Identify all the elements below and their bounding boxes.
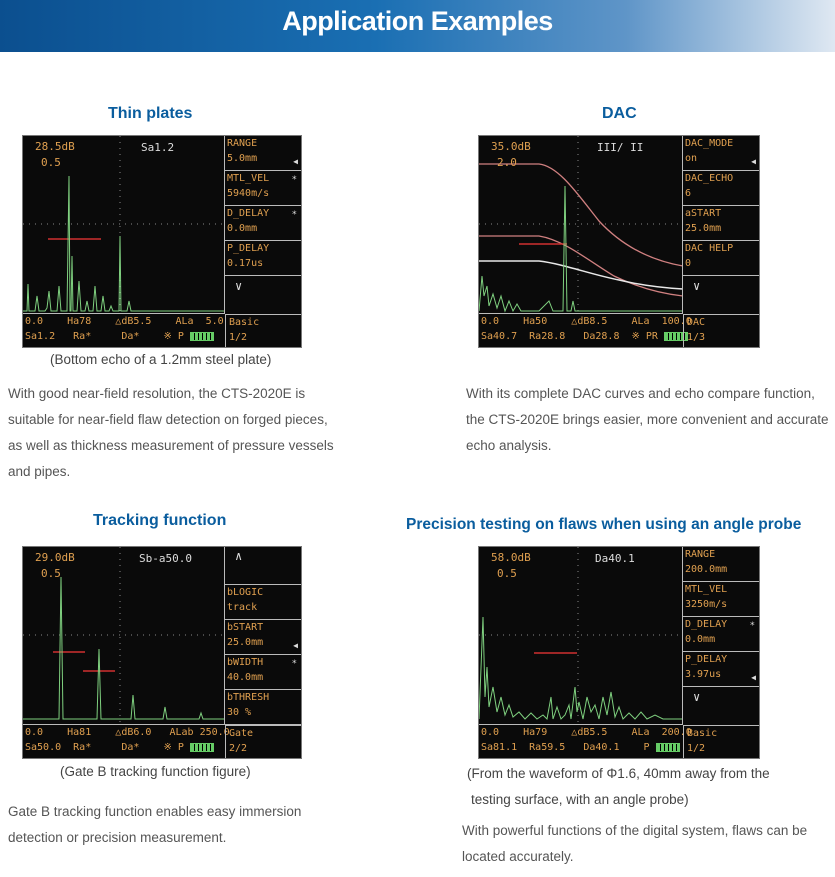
- description-line: suitable for near-field flaw detection on forged pieces,: [8, 412, 328, 427]
- screen-label: III/ II: [597, 141, 644, 154]
- parameter-menu: [682, 136, 759, 314]
- mode-box: [683, 725, 759, 758]
- status-line-2-text: Sa50.0 Ra* Da* ※ P: [25, 742, 184, 753]
- status-line-2-text: Sa81.1 Ra59.5 Da40.1 P: [481, 742, 650, 753]
- menu-value: 0.17us: [227, 258, 264, 269]
- left-arrow-icon: ◀: [293, 157, 298, 166]
- menu-value: 30 %: [227, 707, 252, 718]
- reference-value: 0.5: [497, 567, 517, 580]
- chevron-down-icon[interactable]: ∨: [693, 279, 701, 293]
- parameter-menu: [682, 547, 759, 725]
- status-line-2: [481, 742, 680, 753]
- menu-key: DAC_MODE: [685, 138, 734, 149]
- menu-value: 25.0mm: [227, 637, 264, 648]
- menu-key: bSTART: [227, 622, 264, 633]
- screen-label: Da40.1: [595, 552, 635, 565]
- menu-item-b-start[interactable]: [225, 620, 301, 655]
- status-line-2: [25, 742, 214, 753]
- section-title-dac: DAC: [602, 105, 637, 122]
- menu-item-a-start[interactable]: [683, 206, 759, 241]
- chevron-down-icon[interactable]: ∨: [235, 279, 243, 293]
- mode-label: Gate: [229, 728, 254, 739]
- mode-box: [225, 314, 301, 347]
- menu-value: 3.97us: [685, 669, 722, 680]
- menu-key: bWIDTH: [227, 657, 264, 668]
- description-line: and pipes.: [8, 464, 71, 479]
- description-line: With its complete DAC curves and echo compare function,: [466, 386, 815, 401]
- description-line: Gate B tracking function enables easy immersion: [8, 804, 302, 819]
- status-line-2-text: Sa40.7 Ra28.8 Da28.8 ※ PR: [481, 331, 658, 342]
- left-arrow-icon: ◀: [751, 157, 756, 166]
- menu-item-p-delay[interactable]: [683, 652, 759, 687]
- page-title: Application Examples: [282, 6, 553, 36]
- status-bar: [23, 724, 230, 758]
- status-line-2: [25, 331, 214, 342]
- section-title-thin-plates: Thin plates: [108, 105, 193, 122]
- status-line-2: [481, 331, 688, 342]
- description-tracking: [8, 799, 368, 851]
- menu-key: MTL_VEL: [227, 173, 270, 184]
- caption-thin-plates: (Bottom echo of a 1.2mm steel plate): [50, 352, 272, 367]
- menu-value: 40.0mm: [227, 672, 264, 683]
- battery-icon: [190, 743, 214, 752]
- star-icon: *: [749, 621, 755, 631]
- menu-value: 3250m/s: [685, 599, 728, 610]
- menu-key: MTL_VEL: [685, 584, 728, 595]
- ut-screen-angle-probe: [478, 546, 760, 759]
- caption-angle-probe-line-2: testing surface, with an angle probe): [471, 792, 689, 807]
- ut-screen-tracking: [22, 546, 302, 759]
- mode-page: 1/2: [229, 332, 248, 343]
- menu-spacer: [225, 547, 301, 585]
- status-line-1: 0.0 Ha81 △dB6.0 ALab 250.0: [25, 727, 230, 738]
- menu-key: P_DELAY: [227, 243, 270, 254]
- status-bar: [479, 313, 692, 347]
- menu-value: 25.0mm: [685, 223, 722, 234]
- mode-label: Basic: [687, 728, 718, 739]
- star-icon: *: [291, 210, 297, 220]
- menu-key: D_DELAY: [685, 619, 728, 630]
- menu-key: DAC_ECHO: [685, 173, 734, 184]
- description-line: With powerful functions of the digital system, flaws can be: [462, 823, 808, 838]
- menu-key: RANGE: [685, 549, 716, 560]
- gain-readout: 29.0dB: [35, 551, 75, 564]
- menu-key: bTHRESH: [227, 692, 270, 703]
- caption-angle-probe: (From the waveform of Φ1.6, 40mm away from the: [467, 766, 770, 781]
- menu-value: on: [685, 153, 698, 164]
- battery-icon: [656, 743, 680, 752]
- mode-page: 1/3: [687, 332, 706, 343]
- menu-item-d-delay[interactable]: [225, 206, 301, 241]
- status-line-1: 0.0 Ha50 △dB8.5 ALa 100.0: [481, 316, 692, 327]
- menu-value: 5940m/s: [227, 188, 270, 199]
- description-line: as well as thickness measurement of pressure vessels: [8, 438, 334, 453]
- ut-screen-dac: [478, 135, 760, 348]
- mode-box: [683, 314, 759, 347]
- description-dac: [466, 381, 835, 459]
- gain-readout: 35.0dB: [491, 140, 531, 153]
- mode-page: 1/2: [687, 743, 706, 754]
- screen-label: Sb-a50.0: [139, 552, 192, 565]
- menu-item-b-width[interactable]: [225, 655, 301, 690]
- description-line: the CTS-2020E brings easier, more convenient and accurate: [466, 412, 829, 427]
- status-bar: [479, 724, 692, 758]
- description-line: detection or precision measurement.: [8, 830, 227, 845]
- mode-label: DAC: [687, 317, 706, 328]
- menu-key: P_DELAY: [685, 654, 728, 665]
- description-line: located accurately.: [462, 849, 574, 864]
- status-line-1: 0.0 Ha79 △dB5.5 ALa 200.0: [481, 727, 692, 738]
- gain-readout: 28.5dB: [35, 140, 75, 153]
- menu-item-dac-help[interactable]: [683, 241, 759, 276]
- star-icon: *: [291, 659, 297, 669]
- menu-key: DAC HELP: [685, 243, 734, 254]
- mode-box: [225, 725, 301, 758]
- menu-value: 200.0mm: [685, 564, 728, 575]
- header-banner: [0, 0, 835, 52]
- description-angle-probe: [462, 818, 835, 870]
- chevron-down-icon[interactable]: ∨: [693, 690, 701, 704]
- menu-key: RANGE: [227, 138, 258, 149]
- menu-item-mtl-vel[interactable]: [225, 171, 301, 206]
- parameter-menu: [224, 136, 301, 314]
- menu-item-p-delay[interactable]: [225, 241, 301, 276]
- screen-label: Sa1.2: [141, 141, 175, 154]
- description-thin-plates: [8, 381, 368, 485]
- parameter-menu: [224, 547, 301, 725]
- caption-tracking: (Gate B tracking function figure): [60, 764, 251, 779]
- ut-screen-thin-plates: [22, 135, 302, 348]
- menu-value: 0.0mm: [227, 223, 258, 234]
- gain-readout: 58.0dB: [491, 551, 531, 564]
- mode-page: 2/2: [229, 743, 248, 754]
- status-line-2-text: Sa1.2 Ra* Da* ※ P: [25, 331, 184, 342]
- menu-item-b-thresh[interactable]: [225, 690, 301, 725]
- menu-item-dac-mode[interactable]: [683, 136, 759, 171]
- description-line: With good near-field resolution, the CTS-2020E is: [8, 386, 306, 401]
- menu-item-range[interactable]: [225, 136, 301, 171]
- status-bar: [23, 313, 225, 347]
- menu-item-dac-echo[interactable]: [683, 171, 759, 206]
- menu-item-mtl-vel[interactable]: [683, 582, 759, 617]
- menu-value: track: [227, 602, 258, 613]
- reference-value: 0.5: [41, 567, 61, 580]
- menu-value: 6: [685, 188, 692, 199]
- menu-value: 0.0mm: [685, 634, 716, 645]
- menu-key: bLOGIC: [227, 587, 264, 598]
- menu-key: aSTART: [685, 208, 722, 219]
- status-line-1: 0.0 Ha78 △dB5.5 ALa 5.0: [25, 316, 224, 327]
- reference-value: 2.0: [497, 156, 517, 169]
- menu-item-d-delay[interactable]: [683, 617, 759, 652]
- reference-value: 0.5: [41, 156, 61, 169]
- menu-item-b-logic[interactable]: [225, 585, 301, 620]
- mode-label: Basic: [229, 317, 260, 328]
- section-title-tracking: Tracking function: [93, 512, 227, 529]
- section-title-angle-probe: Precision testing on flaws when using an angle probe: [406, 516, 802, 533]
- menu-item-range[interactable]: [683, 547, 759, 582]
- battery-icon: [190, 332, 214, 341]
- menu-key: D_DELAY: [227, 208, 270, 219]
- menu-value: 5.0mm: [227, 153, 258, 164]
- description-line: echo analysis.: [466, 438, 552, 453]
- chevron-up-icon[interactable]: ∧: [235, 549, 243, 563]
- left-arrow-icon: ◀: [293, 641, 298, 650]
- menu-value: 0: [685, 258, 692, 269]
- star-icon: *: [291, 175, 297, 185]
- left-arrow-icon: ◀: [751, 673, 756, 682]
